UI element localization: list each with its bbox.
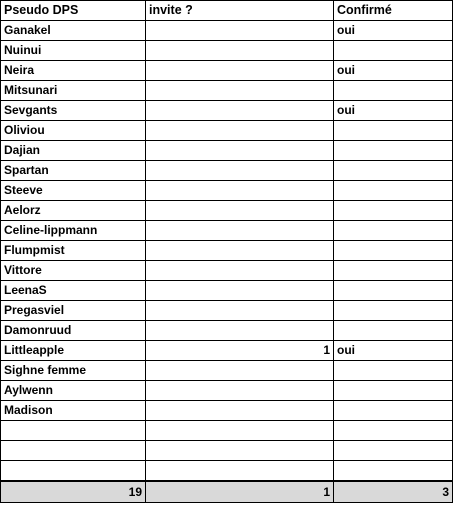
table-row bbox=[1, 321, 453, 341]
cell-confirme[interactable] bbox=[334, 181, 453, 201]
cell-invite[interactable] bbox=[146, 421, 334, 441]
header-pseudo[interactable]: Pseudo DPS bbox=[1, 1, 146, 21]
table-row bbox=[1, 441, 453, 461]
cell-invite[interactable]: 1 bbox=[146, 341, 334, 361]
table-row bbox=[1, 181, 453, 201]
cell-invite[interactable] bbox=[146, 21, 334, 41]
table-row bbox=[1, 241, 453, 261]
cell-invite[interactable] bbox=[146, 261, 334, 281]
cell-confirme[interactable] bbox=[334, 321, 453, 341]
cell-invite[interactable] bbox=[146, 201, 334, 221]
cell-confirme[interactable] bbox=[334, 281, 453, 301]
cell-pseudo[interactable]: Aelorz bbox=[1, 201, 146, 221]
cell-pseudo[interactable]: Flumpmist bbox=[1, 241, 146, 261]
cell-pseudo[interactable]: Sighne femme bbox=[1, 361, 146, 381]
totals-row bbox=[1, 481, 453, 503]
cell-pseudo[interactable]: Nuinui bbox=[1, 41, 146, 61]
table-row bbox=[1, 361, 453, 381]
cell-confirme[interactable] bbox=[334, 161, 453, 181]
cell-confirme[interactable] bbox=[334, 221, 453, 241]
cell-confirme[interactable] bbox=[334, 141, 453, 161]
cell-invite[interactable] bbox=[146, 301, 334, 321]
cell-confirme[interactable] bbox=[334, 421, 453, 441]
cell-confirme[interactable] bbox=[334, 41, 453, 61]
cell-confirme[interactable] bbox=[334, 241, 453, 261]
table-row bbox=[1, 281, 453, 301]
cell-pseudo[interactable]: LeenaS bbox=[1, 281, 146, 301]
table-row bbox=[1, 401, 453, 421]
cell-invite[interactable] bbox=[146, 321, 334, 341]
cell-confirme[interactable] bbox=[334, 201, 453, 221]
table-row bbox=[1, 61, 453, 81]
cell-confirme[interactable]: oui bbox=[334, 341, 453, 361]
cell-pseudo[interactable]: Sevgants bbox=[1, 101, 146, 121]
cell-pseudo[interactable]: Pregasviel bbox=[1, 301, 146, 321]
cell-confirme[interactable] bbox=[334, 461, 453, 482]
table-row bbox=[1, 101, 453, 121]
cell-pseudo[interactable]: Aylwenn bbox=[1, 381, 146, 401]
cell-pseudo[interactable]: Steeve bbox=[1, 181, 146, 201]
cell-invite[interactable] bbox=[146, 121, 334, 141]
cell-pseudo[interactable]: Ganakel bbox=[1, 21, 146, 41]
cell-invite[interactable] bbox=[146, 361, 334, 381]
cell-invite[interactable] bbox=[146, 241, 334, 261]
table-row bbox=[1, 341, 453, 361]
cell-invite[interactable] bbox=[146, 461, 334, 482]
table-row bbox=[1, 121, 453, 141]
table-row bbox=[1, 301, 453, 321]
table-row bbox=[1, 21, 453, 41]
cell-pseudo[interactable]: Vittore bbox=[1, 261, 146, 281]
table-row bbox=[1, 381, 453, 401]
total-invite-count[interactable]: 1 bbox=[146, 481, 334, 503]
rows-body bbox=[1, 21, 453, 482]
total-confirme-count[interactable]: 3 bbox=[334, 481, 453, 503]
table-row bbox=[1, 261, 453, 281]
cell-invite[interactable] bbox=[146, 281, 334, 301]
cell-invite[interactable] bbox=[146, 401, 334, 421]
table-row bbox=[1, 461, 453, 482]
cell-pseudo[interactable] bbox=[1, 421, 146, 441]
cell-pseudo[interactable] bbox=[1, 461, 146, 482]
header-invite[interactable]: invite ? bbox=[146, 1, 334, 21]
total-pseudo-count[interactable]: 19 bbox=[1, 481, 146, 503]
cell-confirme[interactable] bbox=[334, 441, 453, 461]
cell-confirme[interactable] bbox=[334, 301, 453, 321]
cell-invite[interactable] bbox=[146, 181, 334, 201]
cell-invite[interactable] bbox=[146, 141, 334, 161]
cell-invite[interactable] bbox=[146, 41, 334, 61]
cell-invite[interactable] bbox=[146, 81, 334, 101]
table-row bbox=[1, 421, 453, 441]
table-row bbox=[1, 81, 453, 101]
table-row bbox=[1, 221, 453, 241]
cell-confirme[interactable]: oui bbox=[334, 21, 453, 41]
cell-confirme[interactable]: oui bbox=[334, 61, 453, 81]
cell-pseudo[interactable]: Dajian bbox=[1, 141, 146, 161]
cell-pseudo[interactable] bbox=[1, 441, 146, 461]
cell-confirme[interactable] bbox=[334, 81, 453, 101]
header-row bbox=[1, 1, 453, 21]
cell-pseudo[interactable]: Spartan bbox=[1, 161, 146, 181]
cell-invite[interactable] bbox=[146, 61, 334, 81]
cell-pseudo[interactable]: Damonruud bbox=[1, 321, 146, 341]
cell-confirme[interactable] bbox=[334, 261, 453, 281]
cell-confirme[interactable] bbox=[334, 121, 453, 141]
cell-pseudo[interactable]: Mitsunari bbox=[1, 81, 146, 101]
header-confirme[interactable]: Confirmé bbox=[334, 1, 453, 21]
cell-pseudo[interactable]: Littleapple bbox=[1, 341, 146, 361]
cell-confirme[interactable] bbox=[334, 361, 453, 381]
cell-pseudo[interactable]: Neira bbox=[1, 61, 146, 81]
cell-pseudo[interactable]: Oliviou bbox=[1, 121, 146, 141]
cell-pseudo[interactable]: Celine-lippmann bbox=[1, 221, 146, 241]
table-row bbox=[1, 161, 453, 181]
cell-invite[interactable] bbox=[146, 101, 334, 121]
cell-invite[interactable] bbox=[146, 381, 334, 401]
table-row bbox=[1, 41, 453, 61]
cell-invite[interactable] bbox=[146, 161, 334, 181]
cell-confirme[interactable]: oui bbox=[334, 101, 453, 121]
cell-invite[interactable] bbox=[146, 441, 334, 461]
table-row bbox=[1, 201, 453, 221]
cell-invite[interactable] bbox=[146, 221, 334, 241]
cell-pseudo[interactable]: Madison bbox=[1, 401, 146, 421]
cell-confirme[interactable] bbox=[334, 381, 453, 401]
table-row bbox=[1, 141, 453, 161]
cell-confirme[interactable] bbox=[334, 401, 453, 421]
